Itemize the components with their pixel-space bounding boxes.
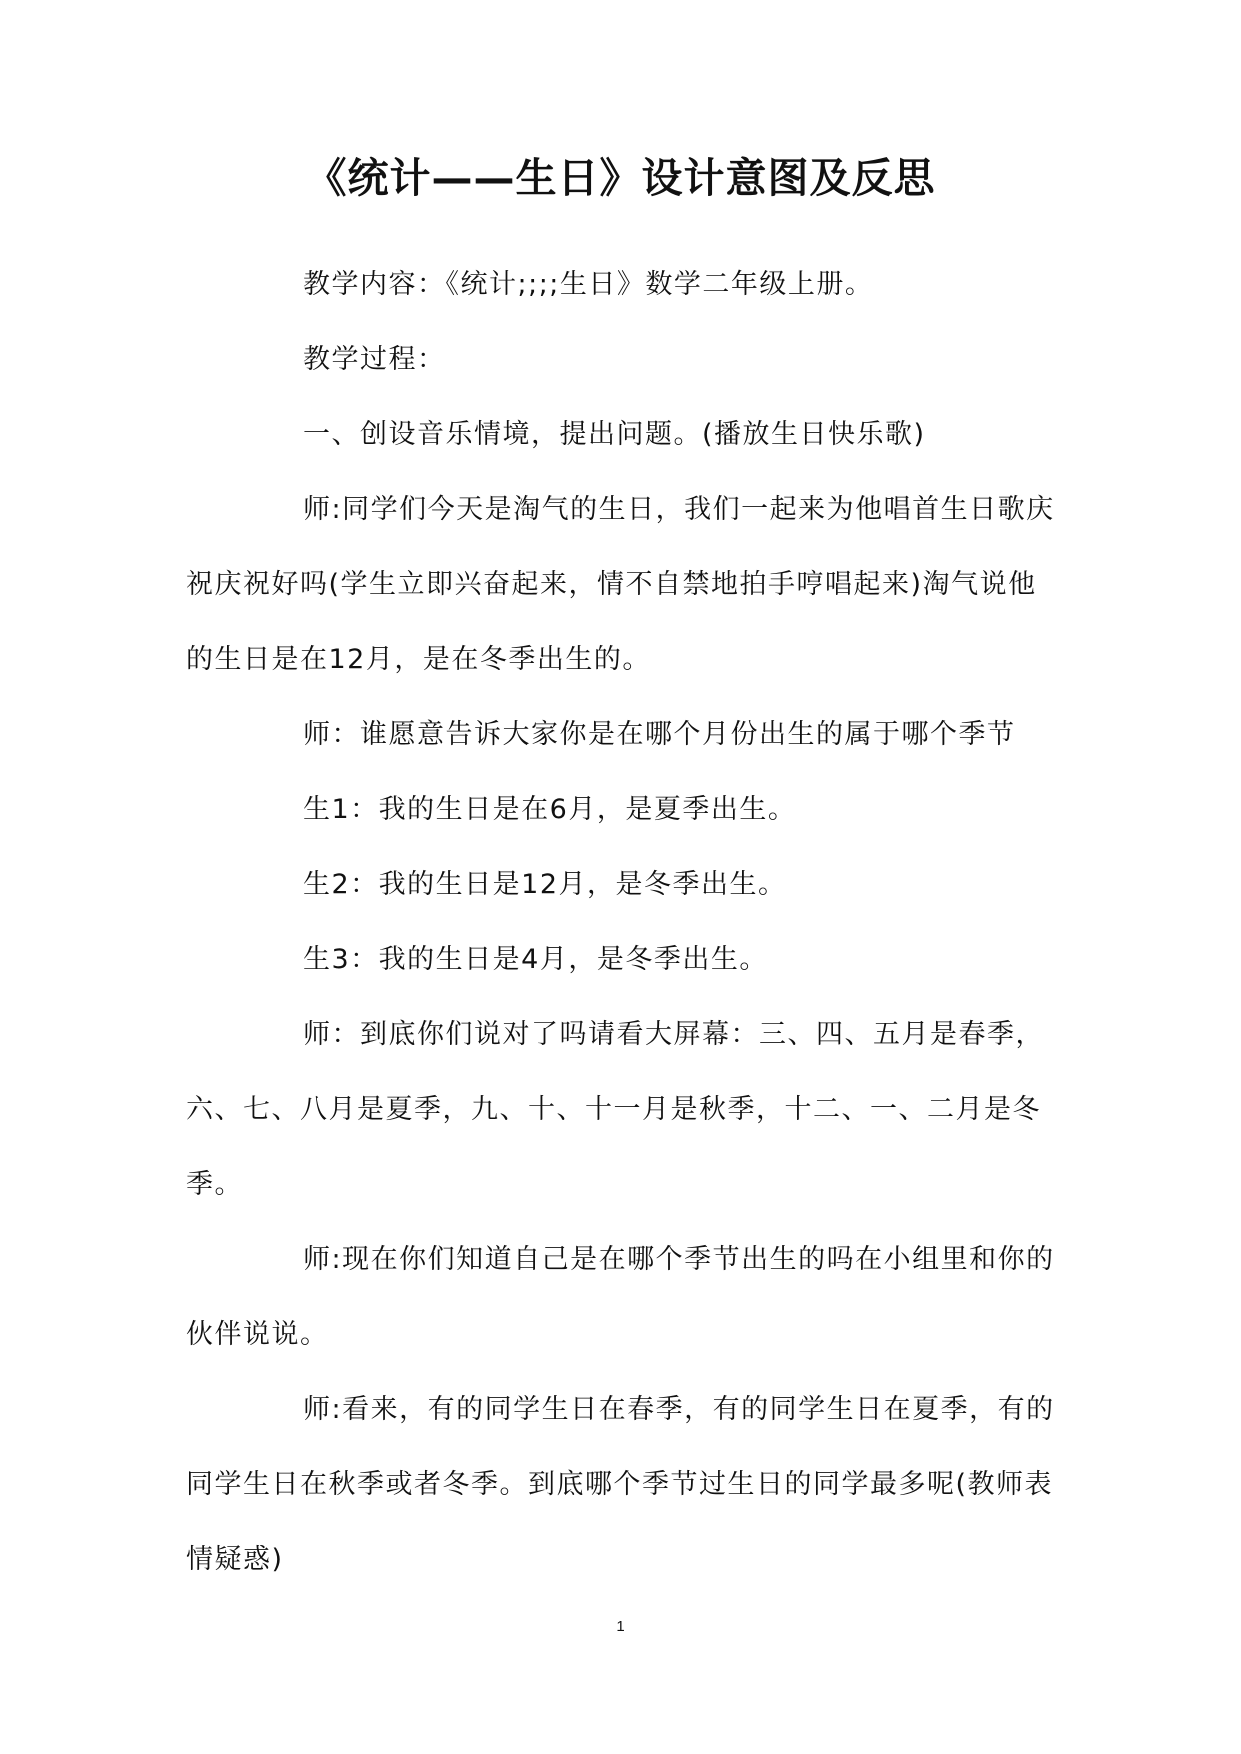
paragraph-teacher-which-season: 师:看来，有的同学生日在春季，有的同学生日在夏季，有的同学生日在秋季或者冬季。到底哪个季节过生日的同学最多呢(教师表情疑惑) <box>186 1394 1055 1575</box>
paragraph-student-two: 生2：我的生日是12月，是冬季出生。 <box>303 869 787 900</box>
document-body <box>186 247 1060 1597</box>
paragraph-teaching-process: 教学过程： <box>303 344 446 375</box>
paragraph-teacher-birthday-song: 师:同学们今天是淘气的生日，我们一起来为他唱首生日歌庆祝庆祝好吗(学生立即兴奋起来，情不自禁地拍手哼唱起来)淘气说他的生日是在12月，是在冬季出生的。 <box>186 494 1055 675</box>
paragraph-student-one: 生1：我的生日是在6月，是夏季出生。 <box>303 794 797 825</box>
paragraph-teacher-question: 师：谁愿意告诉大家你是在哪个月份出生的属于哪个季节 <box>303 719 1016 750</box>
document-title: 《统计——生日》设计意图及反思 <box>305 154 936 202</box>
paragraph-teaching-content: 教学内容：《统计;;;;生日》数学二年级上册。 <box>303 269 874 300</box>
paragraph-teacher-group-talk: 师:现在你们知道自己是在哪个季节出生的吗在小组里和你的伙伴说说。 <box>186 1244 1055 1350</box>
paragraph-student-three: 生3：我的生日是4月，是冬季出生。 <box>303 944 768 975</box>
page-number: 1 <box>616 1618 625 1635</box>
paragraph-teacher-seasons: 师：到底你们说对了吗请看大屏幕：三、四、五月是春季，六、七、八月是夏季，九、十、十一月是秋季，十二、一、二月是冬季。 <box>186 1019 1044 1200</box>
paragraph-section-one: 一、创设音乐情境，提出问题。(播放生日快乐歌) <box>303 419 926 450</box>
